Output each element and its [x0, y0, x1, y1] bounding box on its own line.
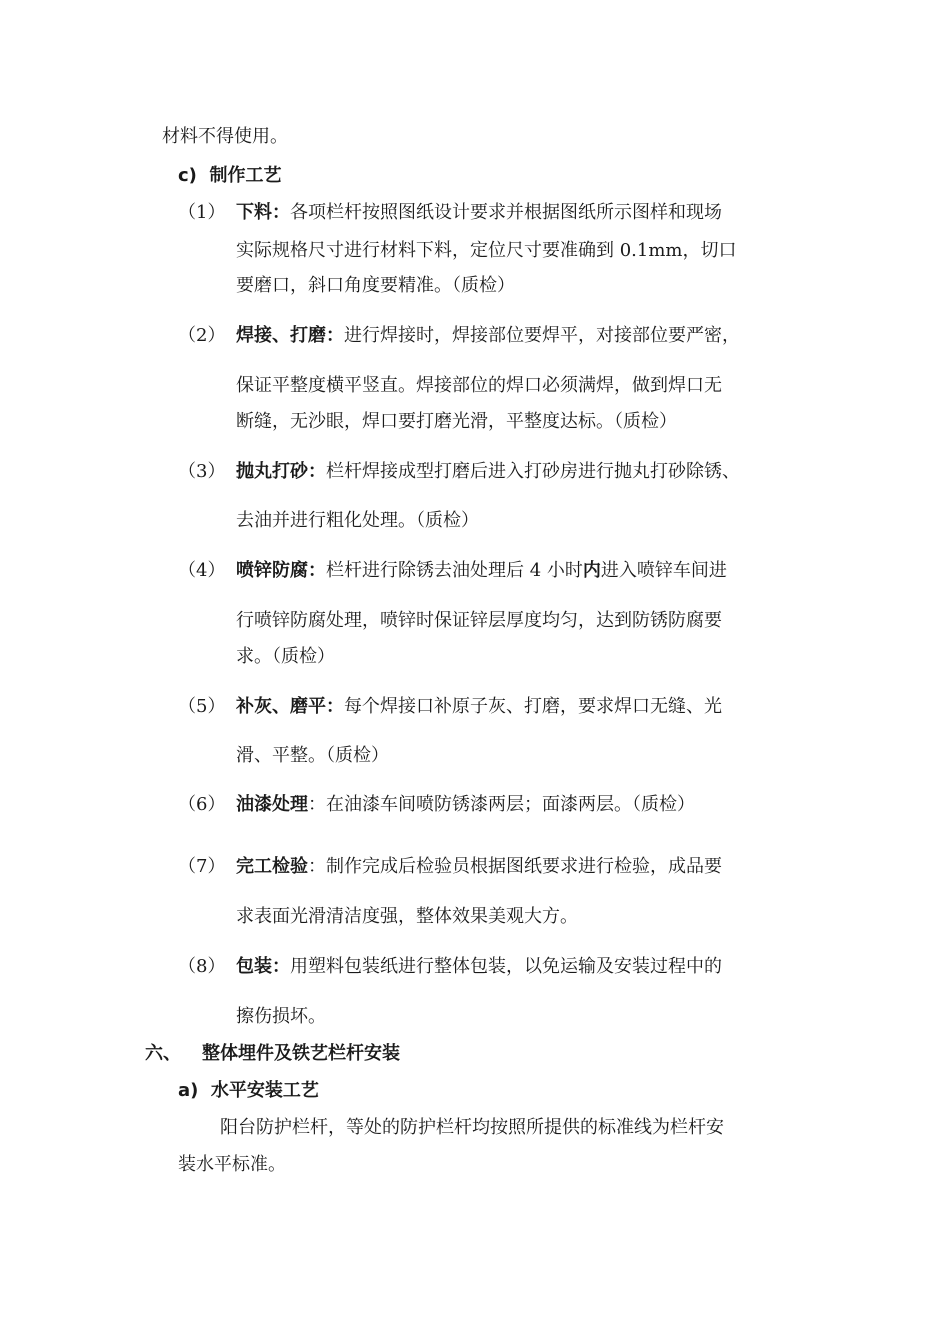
step-4-text-tail: 进入喷锌车间进 [600, 560, 727, 581]
step-8-first-line [178, 955, 722, 979]
step-5-line-2: 滑、平整。（质检） [236, 745, 389, 766]
step-7-separator: ： [308, 856, 326, 877]
section-c-heading [178, 164, 281, 188]
section-c-marker: c) [178, 165, 197, 186]
step-3-first-line [178, 460, 740, 484]
step-6-title: 油漆处理 [236, 794, 308, 815]
step-1-first-line [178, 201, 722, 225]
step-4-bold-word: 内 [582, 560, 601, 581]
step-1-line-2: 实际规格尺寸进行材料下料，定位尺寸要准确到 0.1mm，切口 [236, 240, 737, 261]
step-6-separator: ： [308, 794, 326, 815]
step-4-first-line [178, 559, 727, 583]
step-4-title: 喷锌防腐： [236, 560, 326, 581]
step-5-title: 补灰、磨平： [236, 696, 344, 717]
closing-line-2: 装水平标准。 [178, 1154, 286, 1175]
step-4-text: 栏杆进行除锈去油处理后 4 小时 [326, 560, 583, 581]
step-2-line-2: 保证平整度横平竖直。焊接部位的焊口必须满焊，做到焊口无 [236, 375, 722, 396]
step-8-line-2: 擦伤损坏。 [236, 1006, 326, 1027]
step-1-title: 下料： [236, 202, 290, 223]
section-6-title: 整体埋件及铁艺栏杆安装 [202, 1043, 400, 1064]
step-7-line-2: 求表面光滑清洁度强，整体效果美观大方。 [236, 906, 578, 927]
step-7-first-line [178, 855, 722, 879]
section-a-title: 水平安装工艺 [210, 1080, 319, 1101]
step-1-text: 各项栏杆按照图纸设计要求并根据图纸所示图样和现场 [290, 202, 722, 223]
step-3-title: 抛丸打砂： [236, 461, 326, 482]
intro-line: 材料不得使用。 [162, 126, 288, 147]
step-8-number: （8） [178, 956, 226, 977]
step-4-line-2: 行喷锌防腐处理，喷锌时保证锌层厚度均匀，达到防锈防腐要 [236, 610, 722, 631]
step-8-title: 包装： [236, 956, 290, 977]
step-2-number: （2） [178, 325, 226, 346]
step-2-title: 焊接、打磨： [236, 325, 344, 346]
step-5-text: 每个焊接口补原子灰、打磨，要求焊口无缝、光 [344, 696, 722, 717]
step-6-number: （6） [178, 794, 226, 815]
step-4-line-3: 求。（质检） [236, 646, 335, 667]
step-1-line-3: 要磨口，斜口角度要精准。（质检） [236, 275, 515, 296]
step-2-line-3: 断缝，无沙眼，焊口要打磨光滑，平整度达标。（质检） [236, 411, 677, 432]
section-6-marker: 六、 [145, 1043, 181, 1064]
step-1-number: （1） [178, 202, 226, 223]
step-7-text: 制作完成后检验员根据图纸要求进行检验，成品要 [326, 856, 722, 877]
section-a-marker: a) [178, 1080, 199, 1101]
step-7-number: （7） [178, 856, 226, 877]
step-6-first-line [178, 793, 695, 817]
section-a-heading [178, 1079, 319, 1103]
section-c-title: 制作工艺 [209, 165, 282, 186]
step-3-number: （3） [178, 461, 226, 482]
step-2-text: 进行焊接时，焊接部位要焊平，对接部位要严密， [344, 325, 740, 346]
step-6-text: 在油漆车间喷防锈漆两层；面漆两层。（质检） [326, 794, 695, 815]
step-7-title: 完工检验 [236, 856, 308, 877]
step-3-line-2: 去油并进行粗化处理。（质检） [236, 510, 479, 531]
step-2-first-line [178, 324, 740, 348]
step-8-text: 用塑料包装纸进行整体包装，以免运输及安装过程中的 [290, 956, 722, 977]
step-3-text: 栏杆焊接成型打磨后进入打砂房进行抛丸打砂除锈、 [326, 461, 740, 482]
step-5-first-line [178, 695, 722, 719]
step-5-number: （5） [178, 696, 226, 717]
step-4-number: （4） [178, 560, 226, 581]
closing-line-1: 阳台防护栏杆，等处的防护栏杆均按照所提供的标准线为栏杆安 [220, 1117, 724, 1138]
section-6-heading [145, 1042, 400, 1066]
